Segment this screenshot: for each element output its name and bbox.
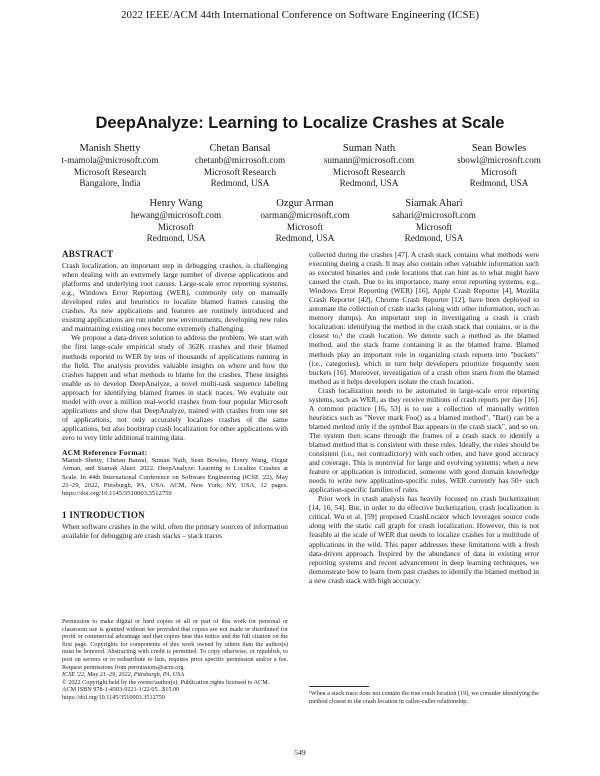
- paper-title: DeepAnalyze: Learning to Localize Crashes at Scale: [95, 114, 505, 132]
- author-location: Redmond, USA: [210, 178, 270, 188]
- author-org: Microsoft Research: [332, 166, 406, 177]
- permission-text: Permission to make digital or hard copies of all or part of this work for personal or classroom use is granted without fee provided that copies are not made or distributed for profit or commercial advantage and that copies bear this notice and the full citation on the first page. Copyrights for components of this work owned by others than the author(s) must be honored. Abstracting with credit is permitted. To copy otherwise, or republish, to post on servers or to redistribute to lists, requires prior specific permission and/or a fee. Request permissions from permissions@acm.org.: [62, 618, 288, 671]
- author-block: [429, 142, 569, 190]
- author-email: t-mamola@microsoft.com: [61, 155, 159, 165]
- author-org: Microsoft: [157, 221, 195, 232]
- author-block: [299, 142, 439, 190]
- author-location: Redmond, USA: [275, 233, 335, 243]
- body-paragraph: Crash localization needs to be automated in large-scale error reporting systems, such as WER, as they receive millions of crash reports per day [16]. A common practice [16, 53] is to use a collection of manually written heuristics such as "Never mark Foo() as a blamed method", "Bar() can be a blamed method only if the symbol Baz appears in the crash stack", and so on. The system then scans through the frames of a crash stack to identify a blamed method that is consistent with these rules. Ideally, the rules should be consistent (i.e., not contradictory) with each other, and have good accuracy and coverage. This is nontrivial for large and evolving systems; when a new feature or application is introduced, someone with good domain knowledge needs to write new application-specific rules. WER currently has 50+ such application-specific families of rules.: [309, 385, 539, 495]
- author-org: Microsoft: [415, 221, 453, 232]
- footnote-rule: [309, 686, 369, 687]
- author-location: Redmond, USA: [146, 233, 206, 243]
- author-block: [364, 197, 504, 245]
- acm-reference-heading: ACM Reference Format:: [62, 447, 148, 457]
- intro-paragraph: When software crashes in the wild, often the primary sources of information available for debugging are crash stacks – stack traces: [62, 521, 288, 540]
- author-org: Microsoft: [480, 166, 518, 177]
- permission-copyright: © 2022 Copyright held by the owner/author(s). Publication rights licensed to ACM.: [62, 678, 270, 686]
- author-name: Ozgur Arman: [276, 198, 334, 209]
- author-name: Siamak Ahari: [405, 198, 463, 209]
- abstract-heading: ABSTRACT: [62, 249, 114, 259]
- author-name: Manish Shetty: [79, 143, 141, 154]
- author-email: oarman@microsoft.com: [260, 210, 350, 220]
- author-block: [170, 142, 310, 190]
- author-name: Suman Nath: [342, 143, 396, 154]
- abstract-paragraph: We propose a data-driven solution to address the problem. We start with the first large-scale empirical study of 362K crashes and their blamed methods reported to WER by tens of thousands of applications running in the field. The analysis provides valuable insights on where and how the crashes happen and what methods to blame for the crashes. These insights enable us to develop DeepAnalyze, a novel multi-task sequence labeling approach for identifying blamed frames in stack traces. We evaluate our model with over a million real-world crashes from four popular Microsoft applications and show that DeepAnalyze, trained with crashes from one set of applications, not only accurately localizes crashes of the same applications, but also bootstrap crash localization for other applications with zero to very little additional training data.: [62, 333, 288, 442]
- author-name: Henry Wang: [149, 198, 203, 209]
- author-org: Microsoft Research: [73, 166, 147, 177]
- body-paragraph: collected during the crashes [47]. A crash stack contains what methods were executing during a crash. It may also contain other valuable information such as executed binaries and code locations that can hint as to what might have caused the crash. Due to its importance, many error reporting systems, e.g., Windows Error Reporting (WER) [16], Apple Crash Reporter [4], Mozilla Crash Reporter [42], Chrome Crash Reporter [12], have been deployed to automate the collection of crash stacks (along with other information, such as memory dumps). An important step in investigating a crash is crash localization: identifying the method in the crash stack that contains, or is the closest to,¹ the crash location. We denote such a method as the blamed method, and the stack frame containing it as the blamed frame. Blamed methods play an important role in organizing crash reports into "buckets" (i.e., categories), which in turn help developers prioritize frequently seen buckets [16]. Moreover, investigation of a crash often starts from the blamed method as it helps developers isolate the crash location.: [309, 250, 539, 386]
- permission-isbn: ACM ISBN 978-1-4503-9221-1/22/05...$15.00: [62, 686, 180, 694]
- body-paragraph: Prior work in crash analysis has heavily focused on crash bucketization [14, 16, 54]. But, in order to do effective bucketization, crash localization is critical. Wu et al. [59] proposed CrashLocator which leverages source code along with the static call graph for crash localization. However, this is not feasible at the scale of WER that needs to localize crashes for a multitude of applications in the wild. This paper addresses these limitations with a fresh data-driven approach. Inspired by the abundance of data in existing error reporting systems and recent advancement in deep learning techniques, we demonstrate how to learn from past crashes to identify the blamed method in a new crash stack with high accuracy.: [309, 494, 539, 585]
- conference-header: 2022 IEEE/ACM 44th International Conference on Software Engineering (ICSE): [120, 9, 479, 21]
- acm-reference-text: Manish Shetty, Chetan Bansal, Suman Nath, Sean Bowles, Henry Wang, Ozgur Arman, and Siamak Ahari. 2022. DeepAnalyze: Learning to Localize Crashes at Scale. In 44th International Conference on Software Engineering (ICSE '22), May 21–29, 2022, Pittsburgh, PA, USA. ACM, New York, NY, USA, 12 pages. https://doi.org/10.1145/3510003.3512759: [62, 457, 288, 498]
- author-org: Microsoft: [286, 221, 324, 232]
- permission-venue: ICSE '22, May 21–29, 2022, Pittsburgh, PA, USA: [62, 671, 184, 679]
- author-org: Microsoft Research: [203, 166, 277, 177]
- author-location: Redmond, USA: [339, 178, 399, 188]
- author-name: Chetan Bansal: [209, 143, 271, 154]
- author-email: hewang@microsoft.com: [130, 210, 222, 220]
- author-email: sbowl@microsoft.com: [457, 155, 541, 165]
- author-email: chetanb@microsoft.com: [194, 155, 286, 165]
- author-name: Sean Bowles: [471, 143, 527, 154]
- author-block: [106, 197, 246, 245]
- page-number: 549: [294, 748, 306, 757]
- author-email: sahari@microsoft.com: [392, 210, 476, 220]
- abstract-paragraph: Crash localization, an important step in debugging crashes, is challenging when dealing with an extremely large number of diverse applications and platforms and underlying root causes. Large-scale error reporting systems, e.g., Windows Error Reporting (WER), commonly rely on manually developed rules and heuristics to localize blamed frames causing the crashes. As new applications and features are routinely introduced and existing applications are run under new environments, developing new rules and maintaining existing ones become extremely challenging.: [62, 261, 288, 334]
- author-block: [40, 142, 180, 190]
- author-location: Bangalore, India: [79, 178, 141, 188]
- right-column: [309, 250, 539, 585]
- permission-doi: https://doi.org/10.1145/3510003.3512759: [62, 693, 165, 701]
- left-column: [62, 250, 288, 540]
- author-location: Redmond, USA: [404, 233, 464, 243]
- permission-block: [62, 618, 288, 702]
- author-location: Redmond, USA: [469, 178, 529, 188]
- author-block: [235, 197, 375, 245]
- intro-heading: 1 INTRODUCTION: [62, 509, 145, 520]
- author-email: sumann@microsoft.com: [323, 155, 415, 165]
- footnote: ¹When a stack trace does not contain the true crash location [19], we consider identifying the method closest to the crash location in callee-caller relationship.: [309, 690, 539, 705]
